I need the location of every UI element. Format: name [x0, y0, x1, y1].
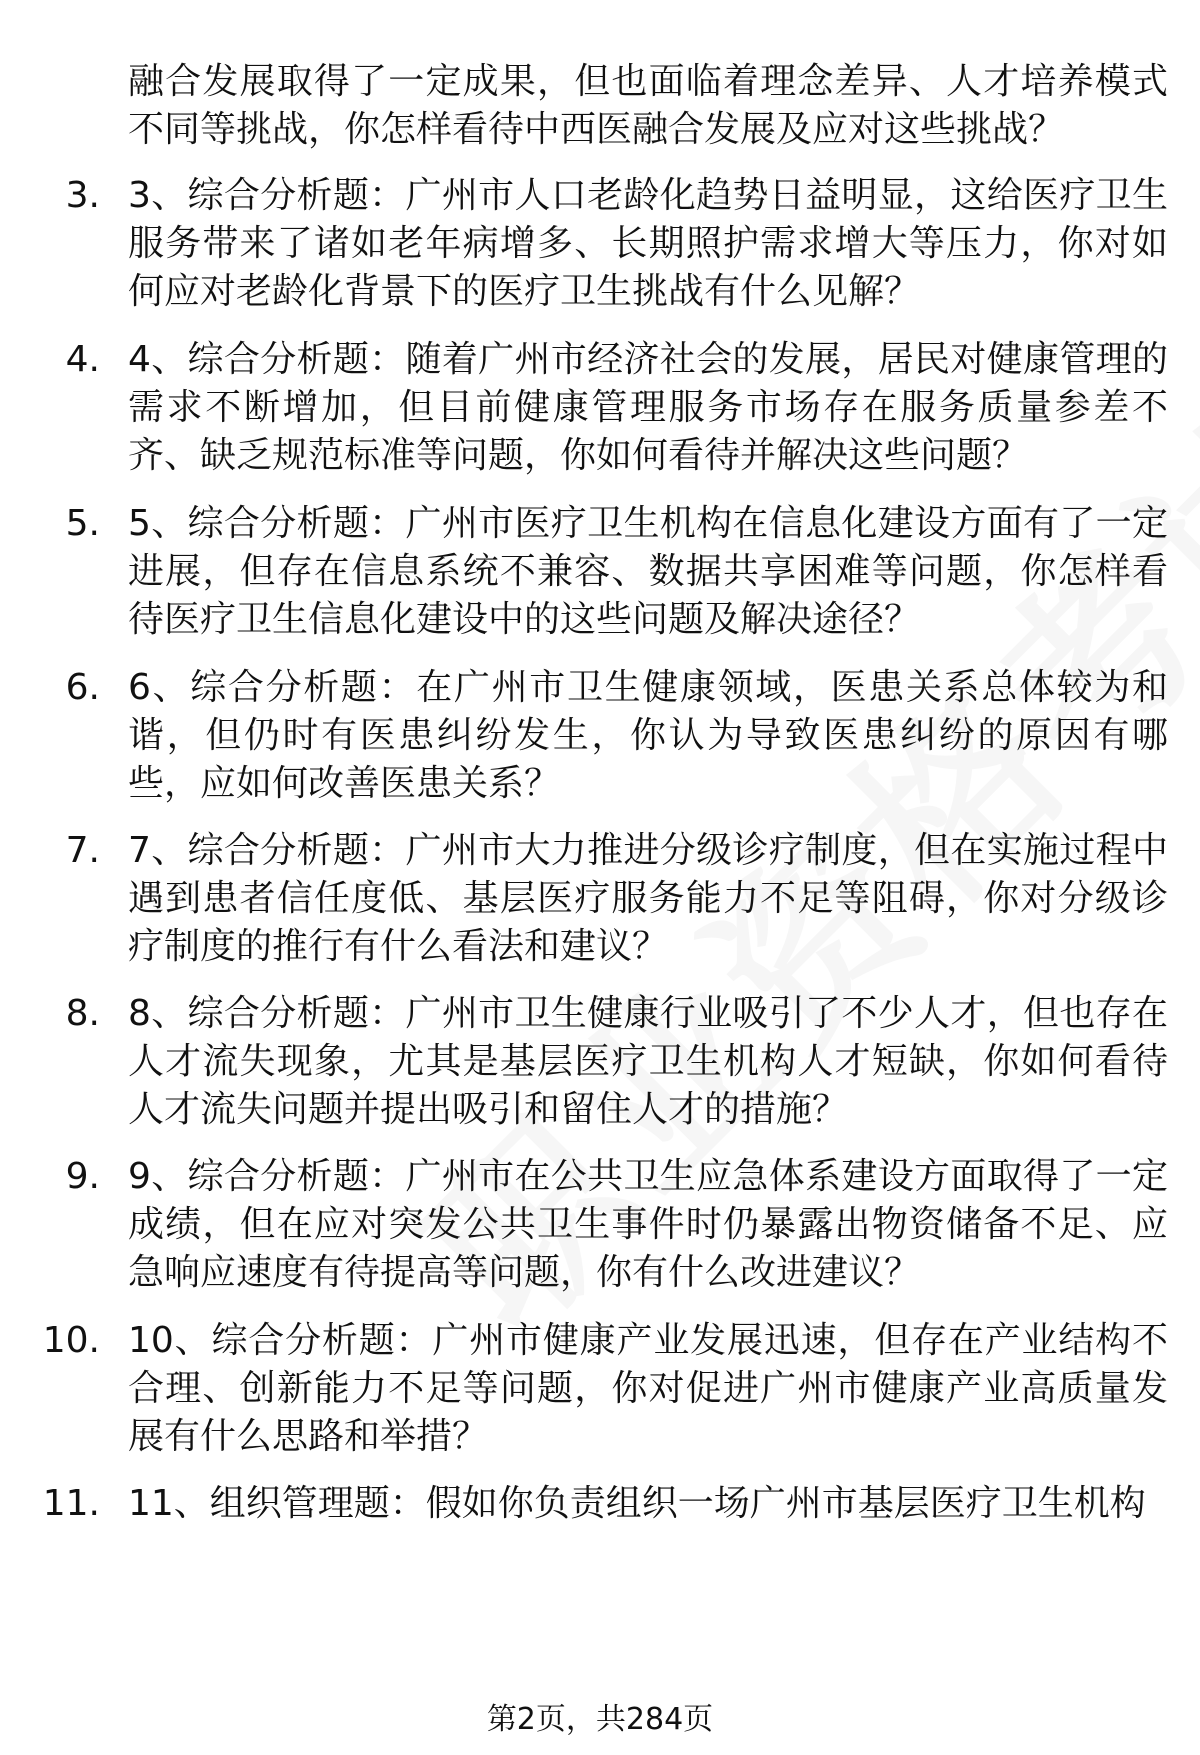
item-text: 11、组织管理题：假如你负责组织一场广州市基层医疗卫生机构: [128, 1483, 1146, 1524]
item-number: 9.: [65, 1156, 100, 1197]
item-number: 10.: [42, 1320, 100, 1361]
item-text: 3、综合分析题：广州市人口老龄化趋势日益明显，这给医疗卫生服务带来了诸如老年病增多、长期照护需求增大等压力，你对如何应对老龄化背景下的医疗卫生挑战有什么见解？: [128, 175, 1168, 312]
item-number: 6.: [65, 667, 100, 708]
page-footer: 第2页，共284页: [486, 1702, 714, 1737]
item-number: 7.: [65, 830, 100, 871]
item-text: 8、综合分析题：广州市卫生健康行业吸引了不少人才，但也存在人才流失现象，尤其是基层医疗卫生机构人才短缺，你如何看待人才流失问题并提出吸引和留住人才的措施？: [128, 993, 1168, 1130]
continuation-text: 融合发展取得了一定成果，但也面临着理念差异、人才培养模式不同等挑战，你怎样看待中西医融合发展及应对这些挑战？: [128, 61, 1168, 150]
item-number: 3.: [65, 175, 100, 216]
item-text: 9、综合分析题：广州市在公共卫生应急体系建设方面取得了一定成绩，但在应对突发公共卫生事件时仍暴露出物资储备不足、应急响应速度有待提高等问题，你有什么改进建议？: [128, 1156, 1168, 1293]
item-number: 5.: [65, 503, 100, 544]
item-text: 6、综合分析题：在广州市卫生健康领域，医患关系总体较为和谐，但仍时有医患纠纷发生，你认为导致医患纠纷的原因有哪些，应如何改善医患关系？: [128, 667, 1168, 804]
item-text: 5、综合分析题：广州市医疗卫生机构在信息化建设方面有了一定进展，但存在信息系统不兼容、数据共享困难等问题，你怎样看待医疗卫生信息化建设中的这些问题及解决途径？: [128, 503, 1168, 640]
item-number: 8.: [65, 993, 100, 1034]
item-text: 10、综合分析题：广州市健康产业发展迅速，但存在产业结构不合理、创新能力不足等问题，你对促进广州市健康产业高质量发展有什么思路和举措？: [128, 1320, 1168, 1457]
item-number: 4.: [65, 339, 100, 380]
item-number: 11.: [42, 1483, 100, 1524]
item-text: 4、综合分析题：随着广州市经济社会的发展，居民对健康管理的需求不断增加，但目前健康管理服务市场存在服务质量参差不齐、缺乏规范标准等问题，你如何看待并解决这些问题？: [128, 339, 1168, 476]
item-text: 7、综合分析题：广州市大力推进分级诊疗制度，但在实施过程中遇到患者信任度低、基层医疗服务能力不足等阻碍，你对分级诊疗制度的推行有什么看法和建议？: [128, 830, 1168, 967]
